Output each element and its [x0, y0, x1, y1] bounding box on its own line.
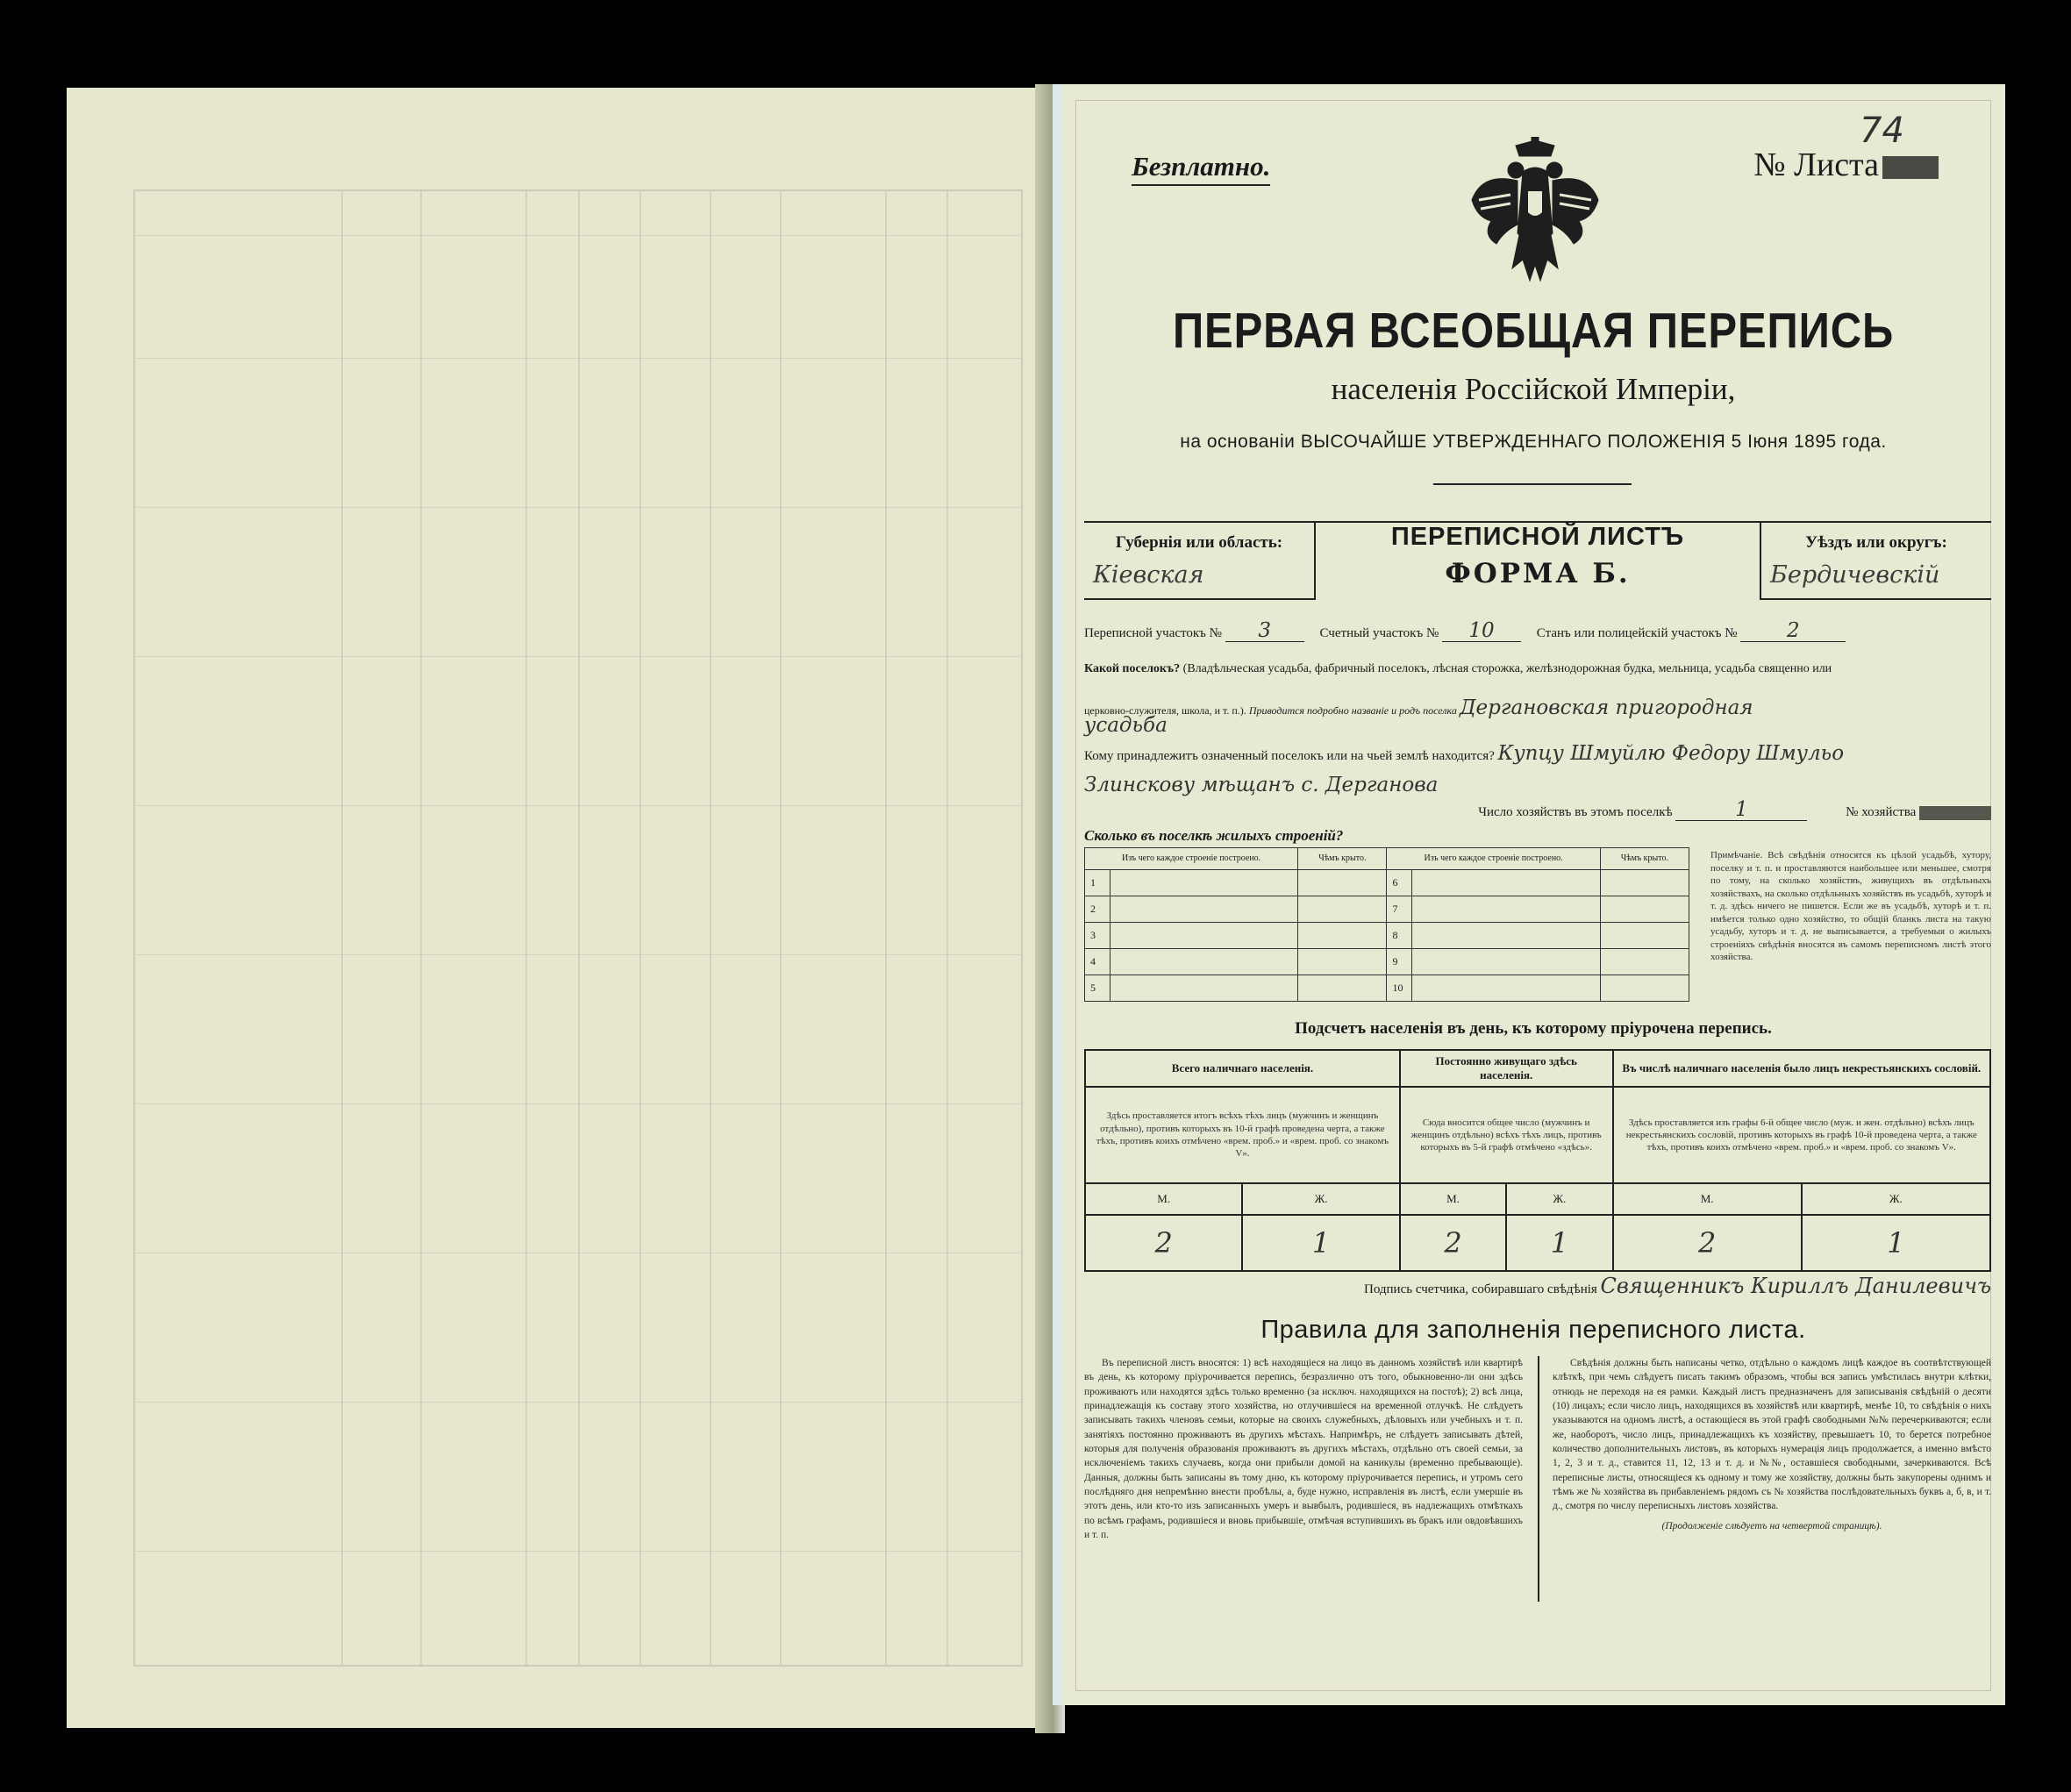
sheet-number-label: № Листа	[1753, 146, 1879, 183]
signature-label: Подпись счетчика, собиравшаго свѣдѣнія	[1364, 1282, 1597, 1296]
owner-value-2: Злинскову мѣщанъ с. Дерганова	[1084, 774, 1439, 796]
total-population-header: Всего наличнаго населенія.	[1085, 1050, 1400, 1087]
permanent-population-desc: Сюда вносится общее число (мужчинъ и женщинъ отдѣльно) всѣхъ тѣхъ лицъ, противъ которыхъ въ 5-й графѣ отмѣчено «здѣсь».	[1400, 1087, 1613, 1183]
non-peasant-female-value: 1	[1802, 1215, 1990, 1271]
settlement-value-line	[1084, 716, 1991, 736]
settlement-question: Какой поселокъ?	[1084, 662, 1181, 675]
row-number: 4	[1085, 949, 1110, 975]
total-male-value: 2	[1085, 1215, 1242, 1271]
owner-question: Кому принадлежитъ означенный поселокъ или на чьей землѣ находится?	[1084, 749, 1495, 763]
sheet-number-redaction	[1882, 156, 1939, 179]
gubernia-label: Губернія или область:	[1115, 533, 1283, 552]
buildings-question: Сколько въ поселкѣ жилыхъ строеній?	[1084, 827, 1344, 844]
row-number: 3	[1085, 923, 1110, 949]
roof-header-2: Чѣмъ крыто.	[1600, 848, 1689, 870]
settlement-hint: (Владѣльческая усадьба, фабричный поселокъ, лѣсная сторожка, желѣзнодорожная будка, мельница, усадьба священно или	[1182, 662, 1832, 675]
census-area-label: Переписной участокъ №	[1084, 626, 1222, 640]
gubernia-box	[1084, 523, 1316, 600]
rules-left-column: Въ переписной листъ вносятся: 1) всѣ находящіеся на лицо въ данномъ хозяйствѣ или квартирѣ въ день, къ которому пріурочивается перепись, безразлично отъ того, обыкновенно-ли они здѣсь проживаютъ или находятся здѣсь только временно (за исключ. находящихся на постоѣ); 2) всѣ лица, принадлежащія къ составу этого хозяйства, но отлучившіеся на временной отлучкѣ. Не слѣдуетъ записывать такихъ членовъ семьи, которые на своихъ служебныхъ, дѣловыхъ или учебныхъ и т. п. занятіяхъ постоянно проживаютъ въ другихъ мѣстахъ. Напримѣръ, не слѣдуетъ записывать дѣтей, которыя для полученія образованія проживаютъ въ другихъ мѣстахъ, отдѣльно отъ своей семьи, за исключеніемъ такихъ случаевъ, когда они прибыли домой на каникулы (временно пребывающіе). Данныя, должны быть записаны въ тому дню, къ которому пріурочивается перепись, и утромъ сего послѣдняго дня непремѣнно внести пробѣлы, а, буде нужно, исправленія въ листѣ, если умершіе въ этотъ день, или кто-то изъ записанныхъ умеръ и вывбылъ, родившіеся, въ надлежащихъ отмѣткахъ по всѣмъ графамъ, родившіеся и вновь прибывшіе, отмѣчая вступившихъ въ бракъ или овдовѣвшихъ и т. п.	[1084, 1358, 1523, 1540]
row-number: 5	[1085, 975, 1110, 1002]
household-no-label: № хозяйства	[1846, 805, 1917, 819]
non-peasant-desc: Здѣсь проставляется изъ графы 6-й общее число (муж. и жен. отдѣльно) всѣхъ лицъ некрестьянскихъ сословій, противъ которыхъ въ графѣ 10-й проведена черта, а также тѣхъ, противъ коихъ отмѣчено «врем. проб.» и «врем. проб. со знакомъ V».	[1613, 1087, 1990, 1183]
settlement-value: Дергановская пригородная	[1459, 696, 1753, 719]
population-title: Подсчетъ населенія въ день, къ которому пріурочена перепись.	[1295, 1019, 1772, 1038]
material-header-2: Изъ чего каждое строеніе построено.	[1387, 848, 1600, 870]
population-table	[1084, 1049, 1991, 1272]
sub-title: населенія Россійской Имперіи,	[1331, 372, 1736, 406]
legal-basis: на основаніи ВЫСОЧАЙШЕ УТВЕРЖДЕННАГО ПОЛОЖЕНІЯ 5 Іюня 1895 года.	[1180, 432, 1887, 452]
settlement-hint-2: церковно-служителя, школа, и т. п.).	[1084, 704, 1246, 717]
census-area-value: 3	[1225, 621, 1304, 642]
households-value: 1	[1675, 800, 1807, 821]
rules-section	[1084, 1356, 1991, 1646]
enumerator-signature-line	[1084, 1274, 1991, 1298]
row-number: 9	[1387, 949, 1412, 975]
row-number: 8	[1387, 923, 1412, 949]
owner-value: Купцу Шмуйлю Федору Шмульо	[1497, 742, 1845, 765]
rules-divider	[1538, 1356, 1539, 1602]
table-row	[1085, 870, 1689, 896]
roof-header: Чѣмъ крыто.	[1298, 848, 1387, 870]
non-peasant-male-value: 2	[1613, 1215, 1802, 1271]
buildings-table	[1084, 847, 1689, 1002]
form-title: ФОРМА Б.	[1445, 558, 1631, 589]
bleed-through-table	[133, 189, 1023, 1667]
table-row	[1085, 923, 1689, 949]
sheet-number	[1753, 146, 1939, 184]
permanent-population-header: Постоянно живущаго здѣсь населенія.	[1400, 1050, 1613, 1087]
rules-title: Правила для заполненія переписного листа.	[1260, 1316, 1806, 1344]
household-no-redaction	[1919, 806, 1991, 820]
stan-value: 2	[1740, 621, 1846, 642]
rules-right-text: Свѣдѣнія должны быть написаны четко, отдѣльно о каждомъ лицѣ каждое въ соотвѣтствующей клѣткѣ, при чемъ слѣдуетъ писать такимъ образомъ, чтобы вся запись умѣстилась внутри клѣтки, отнюдь не переходя на ея рамки. Каждый листъ предназначенъ для записыванія свѣдѣній о десяти (10) лицахъ; если число лицъ, находящихся въ хозяйствѣ или квартирѣ, менѣе 10, то свѣдѣнія о нихъ указываются на одномъ листѣ, а остающіеся въ этой графѣ свободными №№ перечеркиваются; если же, наоборотъ, число лицъ, принадлежащихъ къ хозяйству, превышаетъ 10, то берется потребное количество дополнительныхъ листовъ, въ которыхъ нумерація лицъ продолжается, а именно вмѣсто 1, 2, 3 и т. д., ставится 11, 12, 13 и т. д. и №№, оставшіеся свободными, зачеркиваются. Всѣ переписные листы, относящіеся къ одному и тому же хозяйству, должны быть закупорены однимъ и тѣмъ же № хозяйства въ прибавленіемъ рядомъ съ № хозяйства послѣдовательныхъ буквъ а, б, в, и т. д., смотря по числу переписныхъ листовъ хозяйства.	[1553, 1358, 1991, 1512]
permanent-male-value: 2	[1400, 1215, 1506, 1271]
total-population-desc: Здѣсь проставляется итогъ всѣхъ тѣхъ лицъ (мужчинъ и женщинъ отдѣльно), противъ которыхъ въ 10-й графѣ проведена черта, а также тѣхъ, противъ коихъ отмѣчено «врем. проб.» и «врем. проб. со знакомъ V».	[1085, 1087, 1400, 1183]
census-form-page	[1053, 84, 2005, 1705]
form-header-box	[1084, 521, 1991, 598]
table-row	[1085, 949, 1689, 975]
female-label: Ж.	[1242, 1183, 1399, 1215]
female-label: Ж.	[1802, 1183, 1990, 1215]
stan-label: Станъ или полицейскій участокъ №	[1536, 626, 1738, 640]
area-numbers-line	[1084, 621, 1991, 642]
counting-area-value: 10	[1442, 621, 1521, 642]
left-page	[67, 88, 1060, 1728]
rules-continued-note: (Продолженіе слѣдуетъ на четвертой страницѣ).	[1661, 1520, 1882, 1531]
row-number: 10	[1387, 975, 1412, 1002]
material-header: Изъ чего каждое строеніе построено.	[1085, 848, 1298, 870]
row-number: 6	[1387, 870, 1412, 896]
page-number: 74	[1860, 111, 1904, 151]
title-divider	[1433, 483, 1632, 485]
settlement-hint-3: Приводится подробно названіе и родъ поселка	[1248, 704, 1457, 717]
settlement-question-line	[1084, 663, 1991, 675]
rules-right-column	[1553, 1356, 1991, 1533]
double-headed-eagle-emblem	[1465, 137, 1605, 295]
table-row	[1085, 896, 1689, 923]
owner-value-line	[1084, 775, 1991, 796]
signature-value: Священникъ Кириллъ Данилевичъ	[1600, 1274, 1991, 1298]
male-label: М.	[1613, 1183, 1802, 1215]
non-peasant-header: Въ числѣ наличнаго населенія было лицъ некрестьянскихъ сословій.	[1613, 1050, 1990, 1087]
uezd-box	[1760, 523, 1991, 600]
households-line	[1084, 800, 1991, 821]
sheet-title: ПЕРЕПИСНОЙ ЛИСТЪ	[1390, 523, 1685, 551]
table-row	[1085, 975, 1689, 1002]
female-label: Ж.	[1506, 1183, 1612, 1215]
main-title: ПЕРВАЯ ВСЕОБЩАЯ ПЕРЕПИСЬ	[1172, 303, 1895, 359]
uezd-label: Уѣздъ или округъ:	[1805, 533, 1947, 552]
settlement-value-2: усадьба	[1084, 714, 1168, 737]
male-label: М.	[1085, 1183, 1242, 1215]
row-number: 2	[1085, 896, 1110, 923]
free-label: Безплатно.	[1132, 151, 1270, 186]
total-female-value: 1	[1242, 1215, 1399, 1271]
gubernia-value: Кіевская	[1093, 561, 1204, 589]
counting-area-label: Счетный участокъ №	[1319, 626, 1439, 640]
buildings-note: Примѣчаніе. Всѣ свѣдѣнія относятся къ цѣлой усадьбѣ, хутору, поселку и т. п. и проставляются наибольшее или меньшее, смотря по тому, на сколько хозяйствъ, живущихъ въ отдѣльныхъ хозяйствахъ, на сколько отдѣльныхъ хозяйствъ въ усадьбѣ, хуторѣ и т. д. здѣсь ничего не пишется. Если же въ усадьбѣ, хуторѣ и т. п. имѣется только одно хозяйство, то общій бланкъ листа на такую усадьбу, хуторъ и т. д. не выписывается, а требуемыя о жилыхъ строеніяхъ свѣдѣнія вносятся въ самомъ переписномъ листѣ этого хозяйства.	[1710, 850, 1991, 963]
uezd-value: Бердичевскій	[1770, 561, 1940, 589]
permanent-female-value: 1	[1506, 1215, 1612, 1271]
households-label: Число хозяйствъ въ этомъ поселкѣ	[1478, 805, 1673, 819]
owner-question-line	[1084, 744, 1991, 764]
row-number: 1	[1085, 870, 1110, 896]
male-label: М.	[1400, 1183, 1506, 1215]
row-number: 7	[1387, 896, 1412, 923]
